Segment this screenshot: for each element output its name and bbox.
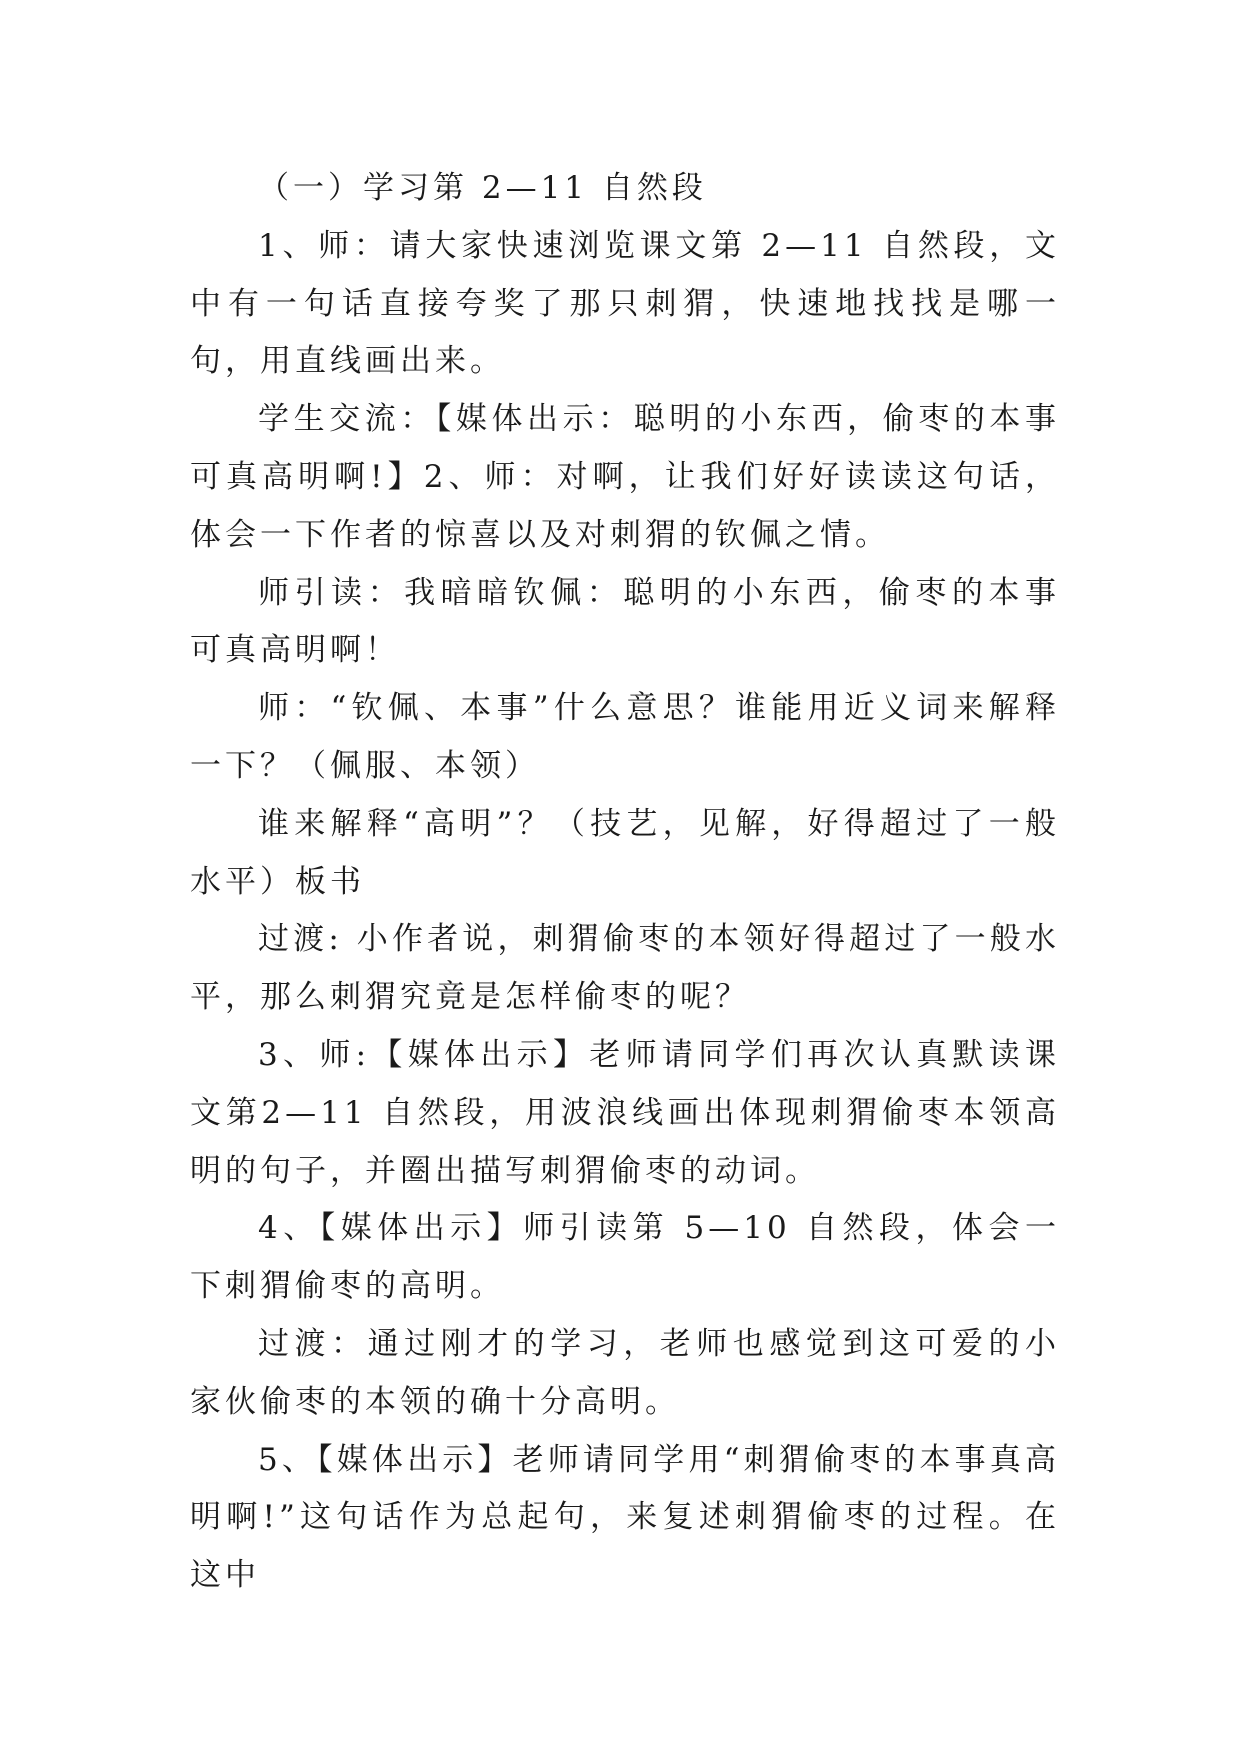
paragraph: 5、【媒体出示】老师请同学用“刺猬偷枣的本事真高明啊!”这句话作为总起句，来复述刺猬偷枣的过程。在这中 (190, 1441, 1060, 1594)
paragraph: 师引读：我暗暗钦佩：聪明的小东西，偷枣的本事可真高明啊！ (190, 574, 1060, 669)
section-heading: （一）学习第 2—11 自然段 (258, 170, 707, 206)
paragraph: 1、师：请大家快速浏览课文第 2—11 自然段，文中有一句话直接夸奖了那只刺猬，快速地找找是哪一句，用直线画出来。 (190, 227, 1060, 380)
document-body (190, 160, 1060, 1605)
paragraph: 4、【媒体出示】师引读第 5—10 自然段，体会一下刺猬偷枣的高明。 (190, 1210, 1060, 1305)
paragraph: 过渡：通过刚才的学习，老师也感觉到这可爱的小家伙偷枣的本领的确十分高明。 (190, 1325, 1060, 1420)
paragraph: 学生交流：【媒体出示：聪明的小东西，偷枣的本事可真高明啊!】2、师：对啊，让我们好好读读这句话，体会一下作者的惊喜以及对刺猬的钦佩之情。 (190, 401, 1060, 553)
paragraph: 过渡: 小作者说，刺猬偷枣的本领好得超过了一般水平，那么刺猬究竟是怎样偷枣的呢？ (190, 921, 1060, 1016)
paragraph: 师：“钦佩、本事”什么意思？谁能用近义词来解释一下？（佩服、本领） (190, 690, 1060, 784)
paragraph: 3、师:【媒体出示】老师请同学们再次认真默读课文第2—11 自然段，用波浪线画出体现刺猬偷枣本领高明的句子，并圈出描写刺猬偷枣的动词。 (190, 1036, 1060, 1189)
paragraph: 谁来解释“高明”？（技艺，见解，好得超过了一般水平）板书 (190, 805, 1060, 900)
